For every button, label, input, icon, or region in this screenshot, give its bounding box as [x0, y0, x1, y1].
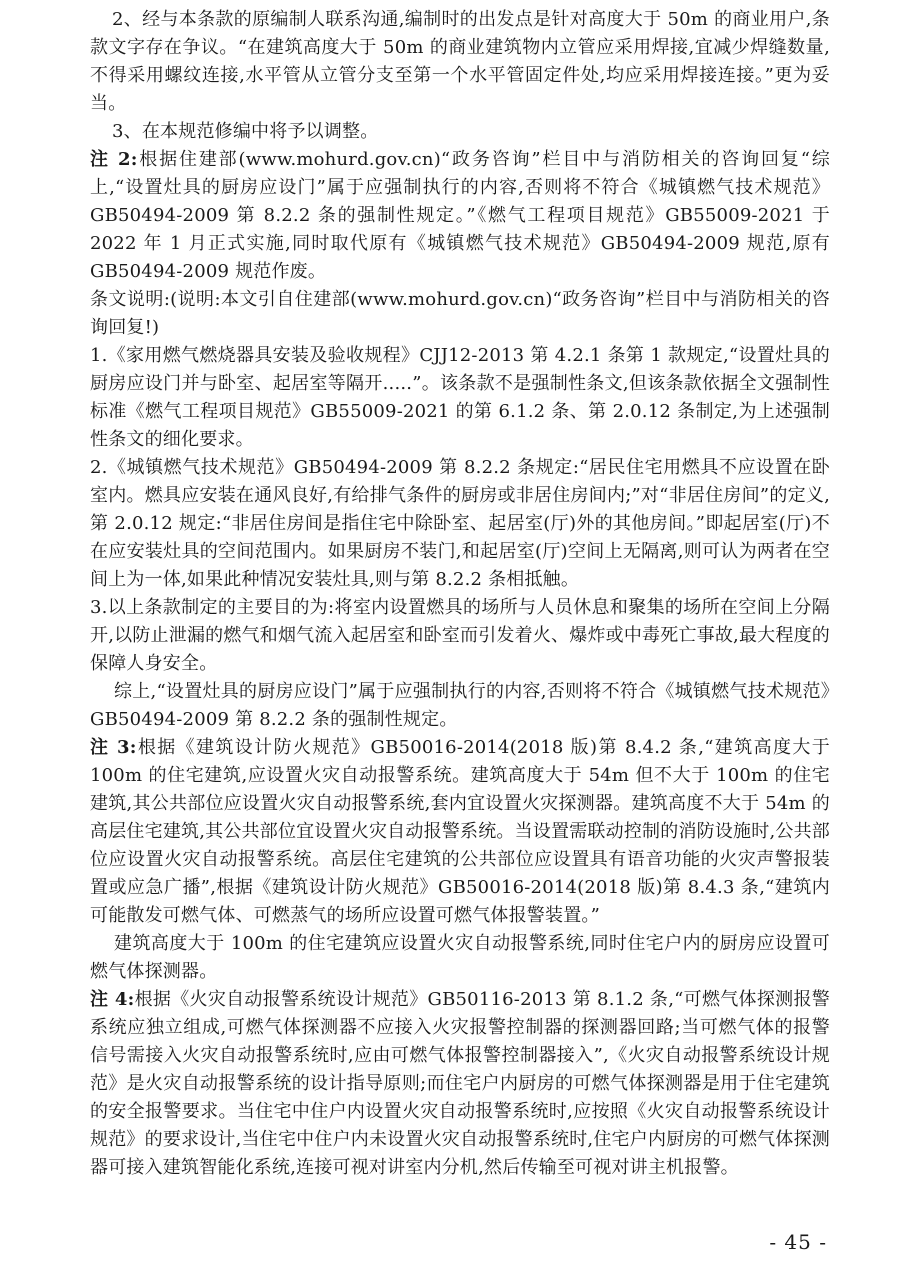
note-3-text: 根据《建筑设计防火规范》GB50016-2014(2018 版)第 8.4.2 条,“建筑高度大于 100m 的住宅建筑,应设置火灾自动报警系统。建筑高度大于 54m 但不大于 100m 的住宅建筑,其公共部位应设置火灾自动报警系统,套内宜设置火灾探测器。建筑高度不大于 54m 的高层住宅建筑,其公共部位宜设置火灾自动报警系统。当设置需联动控制的消防设施时,公共部位应设置火灾自动报警系统。高层住宅建筑的公共部位应设置具有语音功能的火灾声警报装置或应急广播”,根据《建筑设计防火规范》GB50016-2014(2018 版)第 8.4.3 条,“建筑内可能散发可燃气体、可燃蒸气的场所应设置可燃气体报警装置。” — [90, 737, 830, 926]
paragraph-point-2: 2.《城镇燃气技术规范》GB50494-2009 第 8.2.2 条规定:“居民住宅用燃具不应设置在卧室内。燃具应安装在通风良好,有给排气条件的厨房或非居住房间内;”对“非居住房间”的定义,第 2.0.12 规定:“非居住房间是指住宅中除卧室、起居室(厅)外的其他房间。”即起居室(厅)不在应安装灶具的空间范围内。如果厨房不装门,和起居室(厅)空间上无隔离,则可认为两者在空间上为一体,如果此种情况安装灶具,则与第 8.2.2 条相抵触。 — [90, 457, 830, 590]
note-3-label: 注 3: — [90, 737, 137, 758]
paragraph-note-2 — [90, 146, 830, 286]
paragraph-summary: 综上,“设置灶具的厨房应设门”属于应强制执行的内容,否则将不符合《城镇燃气技术规范》GB50494-2009 第 8.2.2 条的强制性规定。 — [90, 681, 830, 730]
paragraph-note-3-summary: 建筑高度大于 100m 的住宅建筑应设置火灾自动报警系统,同时住宅户内的厨房应设置可燃气体探测器。 — [90, 933, 830, 982]
paragraph-point-1: 1.《家用燃气燃烧器具安装及验收规程》CJJ12-2013 第 4.2.1 条第 1 款规定,“设置灶具的厨房应设门并与卧室、起居室等隔开.....”。该条款不是强制性条文,但该条款依据全文强制性标准《燃气工程项目规范》GB55009-2021 的第 6.1.2 条、第 2.0.12 条制定,为上述强制性条文的细化要求。 — [90, 345, 830, 450]
paragraph-item-3: 3、在本规范修编中将予以调整。 — [112, 121, 379, 142]
paragraph-explanation: 条文说明:(说明:本文引自住建部(www.mohurd.gov.cn)“政务咨询”栏目中与消防相关的咨询回复!) — [90, 289, 830, 338]
document-body — [90, 6, 830, 1182]
note-4-label: 注 4: — [90, 989, 135, 1010]
note-4-text: 根据《火灾自动报警系统设计规范》GB50116-2013 第 8.1.2 条,“可燃气体探测报警系统应独立组成,可燃气体探测器不应接入火灾报警控制器的探测器回路;当可燃气体的报警信号需接入火灾自动报警系统时,应由可燃气体报警控制器接入”,《火灾自动报警系统设计规范》是火灾自动报警系统的设计指导原则;而住宅户内厨房的可燃气体探测器是用于住宅建筑的安全报警要求。当住宅中住户内设置火灾自动报警系统时,应按照《火灾自动报警系统设计规范》的要求设计,当住宅中住户内未设置火灾自动报警系统时,住宅户内厨房的可燃气体探测器可接入建筑智能化系统,连接可视对讲室内分机,然后传输至可视对讲主机报警。 — [90, 989, 830, 1178]
note-2-text: 根据住建部(www.mohurd.gov.cn)“政务咨询”栏目中与消防相关的咨询回复“综上,“设置灶具的厨房应设门”属于应强制执行的内容,否则将不符合《城镇燃气技术规范》GB50494-2009 第 8.2.2 条的强制性规定。”《燃气工程项目规范》GB55009-2021 于 2022 年 1 月正式实施,同时取代原有《城镇燃气技术规范》GB50494-2009 规范,原有 GB50494-2009 规范作废。 — [90, 149, 830, 282]
paragraph-note-4 — [90, 986, 830, 1182]
paragraph-note-3 — [90, 734, 830, 930]
paragraph-point-3: 3.以上条款制定的主要目的为:将室内设置燃具的场所与人员休息和聚集的场所在空间上分隔开,以防止泄漏的燃气和烟气流入起居室和卧室而引发着火、爆炸或中毒死亡事故,最大程度的保障人身安全。 — [90, 597, 830, 674]
page-number: - 45 - — [769, 1230, 827, 1254]
note-2-label: 注 2: — [90, 149, 138, 170]
paragraph-item-2: 2、经与本条款的原编制人联系沟通,编制时的出发点是针对高度大于 50m 的商业用户,条款文字存在争议。“在建筑高度大于 50m 的商业建筑物内立管应采用焊接,宜减少焊缝数量,不得采用螺纹连接,水平管从立管分支至第一个水平管固定件处,均应采用焊接连接。”更为妥当。 — [90, 9, 830, 114]
